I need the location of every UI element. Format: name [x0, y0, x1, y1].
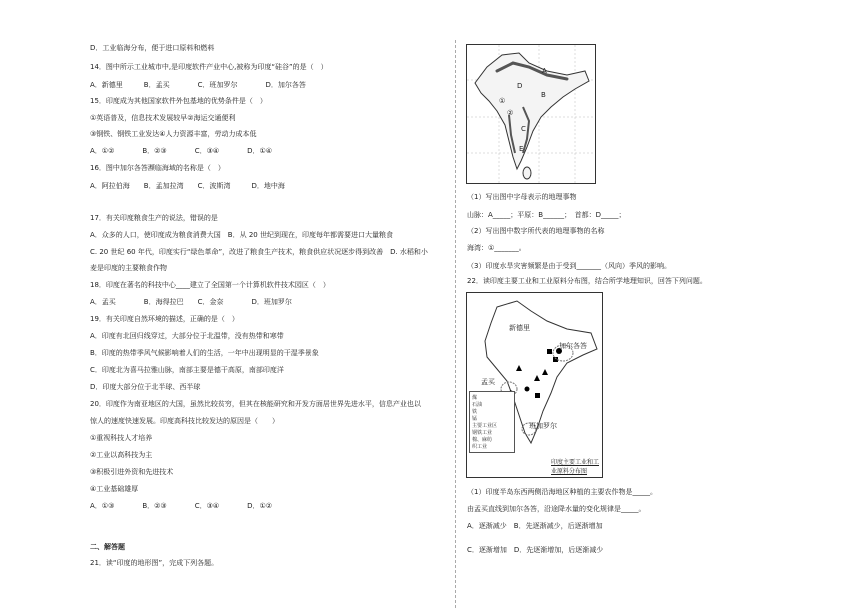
q22-part-1: （1）印度半岛东西两侧沿海地区种植的主要农作物是_____。 [467, 488, 657, 496]
q22-options: A．逐渐减少 B．先逐渐减少，后逐渐增加 [467, 522, 603, 530]
q16-options: A．阿拉伯海 B．孟加拉湾 C．波斯湾 D．地中海 [90, 182, 285, 190]
map-number: ② [507, 109, 514, 117]
terrain-map-graphic [467, 45, 595, 183]
q17-options: 麦是印度的主要粮食作物 [90, 264, 167, 272]
map-letter: C [521, 125, 526, 133]
q15-statement: ③钢铁、钢铁工业发达④人力资源丰富，劳动力成本低 [90, 130, 257, 138]
question-16: 16．图中加尔各答濒临海域的名称是（ ） [90, 164, 225, 172]
q19-option-a: A．印度有北回归线穿过，大部分位于北温带，没有热带和寒带 [90, 332, 284, 340]
q19-option-b: B．印度的热带季风气候影响着人们的生活，一年中出现明显的干湿季景象 [90, 349, 319, 357]
legend-item: 织工业 [472, 444, 488, 450]
india-industry-map [466, 292, 603, 478]
city-label: 孟买 [481, 378, 495, 386]
city-label: 班加罗尔 [529, 422, 557, 430]
q21-part-2: （2）写出图中数字所代表的地理事物的名称 [467, 227, 605, 235]
map-letter: A [542, 67, 547, 75]
text-line: D．工业临海分布，便于进口原料和燃料 [90, 44, 215, 52]
legend-item: 钢铁工业 [472, 430, 493, 436]
q20-statement: ①重视科技人才培养 [90, 434, 153, 442]
legend-item: 煤 [472, 395, 478, 401]
q20-statement: ②工业以高科技为主 [90, 451, 153, 459]
q15-options: A．①② B．②③ C．③④ D．①④ [90, 147, 273, 155]
section-heading: 二、解答题 [90, 543, 125, 551]
q14-options: A．新德里 B．孟买 C．班加罗尔 D．加尔各答 [90, 81, 306, 89]
q19-option-d: D．印度大部分位于北半球、西半球 [90, 383, 201, 391]
question-15: 15．印度成为其他国家软件外包基地的优势条件是（ ） [90, 97, 267, 105]
question-14: 14．图中所示工业城市中,是印度软件产业中心,被称为印度“硅谷”的是（ ） [90, 63, 328, 71]
map-letter: B [541, 91, 546, 99]
map-caption: 印度主要工业和工业原料分布图 [551, 459, 600, 475]
question-22: 22．读印度主要工业和工业原料分布图，结合所学地理知识，回答下列问题。 [467, 277, 707, 285]
city-label: 加尔各答 [559, 342, 587, 350]
q19-option-c: C．印度北为喜马拉雅山脉，南部主要是德干高原，南部印度洋 [90, 366, 284, 374]
q17-options: A．众多的人口，使印度成为粮食消费大国 B．从 20 世纪到现在，印度每年都需要进口大量粮食 [90, 231, 393, 239]
question-19: 19．有关印度自然环境的描述，正确的是（ ） [90, 315, 239, 323]
question-18: 18．印度在著名的科技中心____建立了全国第一个计算机软件技术园区（ ） [90, 281, 330, 289]
legend-item: 主要工业区 [472, 423, 498, 429]
q21-part-1-blanks: 山脉：A_____；平原：B______； 首都：D_____； [467, 211, 626, 219]
question-17: 17．有关印度粮食生产的说法，错误的是 [90, 214, 218, 222]
question-20: 20．印度作为南亚地区的大国，虽然比较贫穷，但其在核能研究和开发方面居世界先进水平，信息产业也以 [90, 400, 421, 408]
q21-part-3: （3）印度水旱灾害频繁是由于受到_______（风向）季风的影响。 [467, 262, 671, 270]
city-label: 新德里 [509, 324, 530, 332]
map-letter: E [519, 145, 524, 153]
q21-part-1: （1）写出图中字母表示的地理事物 [467, 193, 577, 201]
q22-part-1-cont: 由孟买直线到加尔各答，沿途降水量的变化规律是_____。 [467, 505, 646, 513]
legend-item: 棉、麻纺 [472, 437, 493, 443]
legend-item: 铁 [472, 409, 478, 415]
q22-options: C．逐渐增加 D．先逐渐增加，后逐渐减少 [467, 546, 604, 554]
map-legend [469, 391, 515, 453]
map-number: ① [499, 97, 506, 105]
q17-options: C. 20 世纪 60 年代，印度实行“绿色革命”，改进了粮食生产技术，粮食供应状况逐步得到改善 D. 水稻和小 [90, 248, 428, 256]
q20-statement: ④工业基础雄厚 [90, 485, 139, 493]
legend-item: 锰 [472, 416, 478, 422]
column-divider [455, 40, 456, 608]
question-20-cont: 惊人的速度快速发展。印度高科技比较发达的原因是（ ） [90, 417, 279, 425]
legend-item: 石油 [472, 402, 483, 408]
q18-options: A．孟买 B．海得拉巴 C．金奈 D．班加罗尔 [90, 298, 292, 306]
india-terrain-map [466, 44, 596, 184]
map-letter: D [517, 82, 523, 90]
q21-part-2-blank: 海湾：①_______。 [467, 244, 526, 252]
q20-statement: ③积极引进外资和先进技术 [90, 468, 174, 476]
question-21: 21．读“印度的地形图”，完成下列各题。 [90, 559, 219, 567]
q20-options: A．①③ B．②③ C．③④ D．①② [90, 502, 273, 510]
q15-statement: ①英语普及，信息技术发展较早②海运交通便利 [90, 114, 236, 122]
